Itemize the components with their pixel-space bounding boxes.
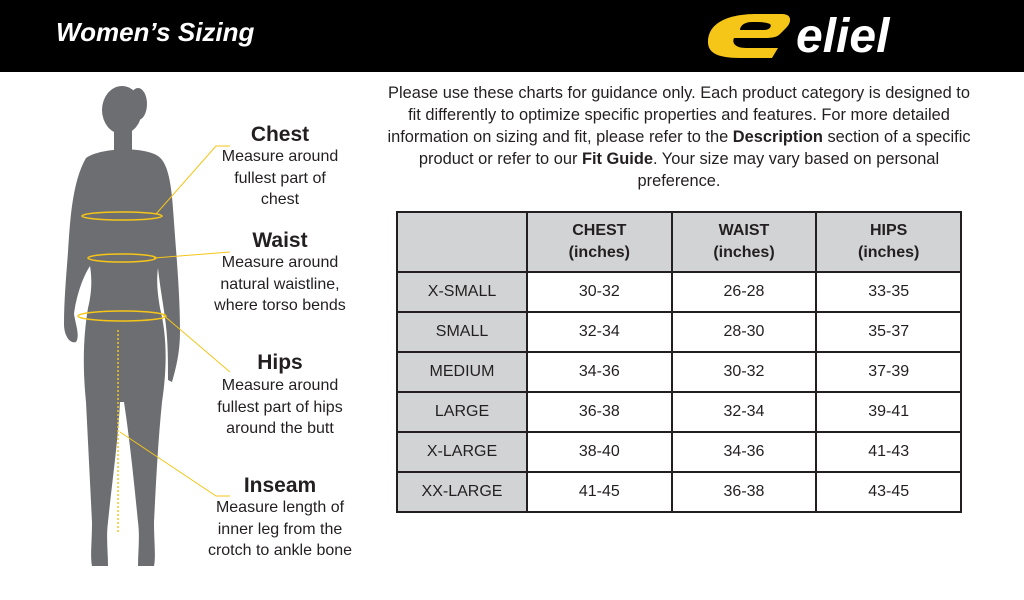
hips-cell: 43-45 bbox=[816, 472, 961, 512]
fit-guide-emphasis: Fit Guide bbox=[581, 150, 653, 168]
description-emphasis: Description bbox=[732, 128, 823, 146]
chest-cell: 36-38 bbox=[527, 392, 672, 432]
waist-label-description: Measure around natural waistline, where torso bends bbox=[214, 254, 346, 314]
size-cell: LARGE bbox=[397, 392, 527, 432]
brand-wordmark: eliel bbox=[796, 10, 890, 63]
waist-label-title: Waist bbox=[252, 229, 308, 252]
inseam-label-description: Measure length of inner leg from the crotch to ankle bone bbox=[207, 499, 353, 559]
chest-label-description: Measure around fullest part of chest bbox=[221, 148, 339, 208]
hips-cell: 35-37 bbox=[816, 312, 961, 352]
table-row bbox=[397, 472, 961, 512]
table-row bbox=[397, 272, 961, 312]
size-cell: MEDIUM bbox=[397, 352, 527, 392]
hips-label-title: Hips bbox=[257, 351, 303, 374]
chest-cell: 32-34 bbox=[527, 312, 672, 352]
waist-cell: 28-30 bbox=[672, 312, 817, 352]
table-row bbox=[397, 312, 961, 352]
header-bar bbox=[0, 0, 1024, 72]
inseam-label-title: Inseam bbox=[243, 474, 317, 497]
waist-cell: 32-34 bbox=[672, 392, 817, 432]
table-row bbox=[397, 392, 961, 432]
size-cell: X-LARGE bbox=[397, 432, 527, 472]
hips-cell: 37-39 bbox=[816, 352, 961, 392]
waist-cell: 30-32 bbox=[672, 352, 817, 392]
hips-cell: 41-43 bbox=[816, 432, 961, 472]
hips-cell: 39-41 bbox=[816, 392, 961, 432]
chest-cell: 34-36 bbox=[527, 352, 672, 392]
table-header-corner bbox=[397, 212, 527, 272]
size-cell: SMALL bbox=[397, 312, 527, 352]
chest-cell: 41-45 bbox=[527, 472, 672, 512]
chest-label-title: Chest bbox=[250, 123, 310, 146]
table-header-row bbox=[397, 212, 961, 272]
chest-cell: 30-32 bbox=[527, 272, 672, 312]
table-row bbox=[397, 352, 961, 392]
size-cell: XX-LARGE bbox=[397, 472, 527, 512]
eliel-logo bbox=[700, 6, 970, 66]
size-cell: X-SMALL bbox=[397, 272, 527, 312]
waist-cell: 36-38 bbox=[672, 472, 817, 512]
hips-cell: 33-35 bbox=[816, 272, 961, 312]
guidance-paragraph: Please use these charts for guidance only. Each product category is designed to fit differently to optimize specific properties and features. For more detailed information on sizing and fit, please refer to the Description section of a specific product or refer to our Fit Guide. Your size may vary based on personal preference. bbox=[387, 84, 971, 190]
chest-cell: 38-40 bbox=[527, 432, 672, 472]
column-header-chest: CHEST (inches) bbox=[527, 212, 672, 272]
hips-label-description: Measure around fullest part of hips around the butt bbox=[217, 377, 343, 437]
page-title: Women’s Sizing bbox=[56, 17, 255, 47]
column-header-waist: WAIST (inches) bbox=[672, 212, 817, 272]
size-chart-table bbox=[396, 211, 962, 513]
waist-cell: 34-36 bbox=[672, 432, 817, 472]
column-header-hips: HIPS (inches) bbox=[816, 212, 961, 272]
waist-cell: 26-28 bbox=[672, 272, 817, 312]
table-row bbox=[397, 432, 961, 472]
